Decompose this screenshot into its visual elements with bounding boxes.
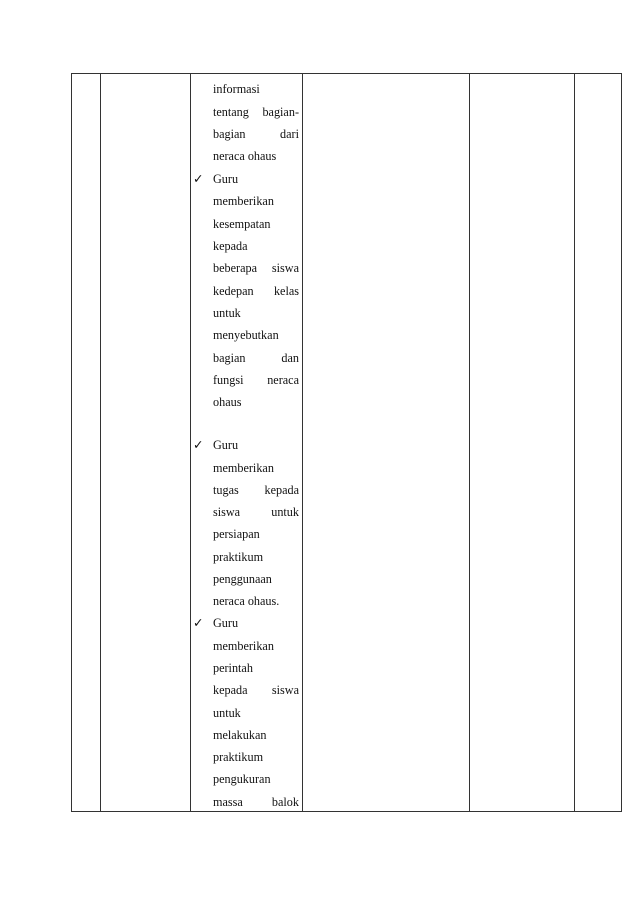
activity-word: balok (271, 795, 299, 809)
column-divider (100, 74, 101, 811)
activity-text-line (213, 373, 299, 387)
column-divider (190, 74, 191, 811)
activity-text-line: melakukan (213, 728, 267, 742)
checkmark-icon: ✓ (193, 438, 204, 452)
activity-word: dari (280, 127, 299, 141)
activity-text-line: Guru (213, 172, 239, 186)
activity-text-line: Guru (213, 438, 239, 452)
activity-text-line (213, 105, 299, 119)
activity-text-line: persiapan (213, 527, 260, 541)
column-divider (469, 74, 470, 811)
activity-text-line: kepada (213, 239, 248, 253)
activity-text-line (213, 505, 299, 519)
activity-text-line: neraca ohaus (213, 149, 277, 163)
activity-word: beberapa (213, 261, 257, 275)
activity-text-line: praktikum (213, 550, 264, 564)
activity-word: kepada (264, 483, 299, 497)
activity-text-line: perintah (213, 661, 253, 675)
activity-text-line: untuk (213, 306, 241, 320)
activity-word: tugas (213, 483, 239, 497)
activity-text-line: penggunaan (213, 572, 272, 586)
activity-word: massa (213, 795, 243, 809)
checkmark-icon: ✓ (193, 172, 204, 186)
column-divider (302, 74, 303, 811)
activity-word: dan (281, 351, 299, 365)
activity-text-line: informasi (213, 82, 260, 96)
activity-word: neraca (267, 373, 299, 387)
activity-text-line: praktikum (213, 750, 264, 764)
activity-word: bagian (213, 127, 246, 141)
activity-word: kepada (213, 683, 248, 697)
lesson-plan-table (71, 73, 622, 812)
activity-text-line (213, 261, 299, 275)
activity-text-line: kesempatan (213, 217, 271, 231)
activity-text-line: Guru (213, 616, 239, 630)
activity-text-line: ohaus (213, 395, 242, 409)
activity-text-line: memberikan (213, 194, 274, 208)
activity-word: kelas (273, 284, 299, 298)
activity-word: bagian (213, 351, 246, 365)
activity-text-line (213, 351, 299, 365)
activity-word: untuk (271, 505, 299, 519)
activity-text-line: memberikan (213, 461, 274, 475)
activity-word: fungsi (213, 373, 244, 387)
activity-text-line (213, 795, 299, 809)
activity-word: bagian- (262, 105, 299, 119)
activity-word: siswa (271, 683, 299, 697)
activity-text-line: menyebutkan (213, 328, 279, 342)
column-divider (574, 74, 575, 811)
activity-word: siswa (271, 261, 299, 275)
activity-text-line: memberikan (213, 639, 274, 653)
checkmark-icon: ✓ (193, 616, 204, 630)
activity-word: siswa (213, 505, 241, 519)
activity-text-line (213, 127, 299, 141)
activity-text-line: untuk (213, 706, 241, 720)
activity-text-line (213, 483, 299, 497)
activity-text-line (213, 683, 299, 697)
activity-word: kedepan (213, 284, 254, 298)
activity-word: tentang (213, 105, 249, 119)
activity-text-line: pengukuran (213, 772, 271, 786)
activity-text-line: neraca ohaus. (213, 594, 280, 608)
activity-text-line (213, 284, 299, 298)
